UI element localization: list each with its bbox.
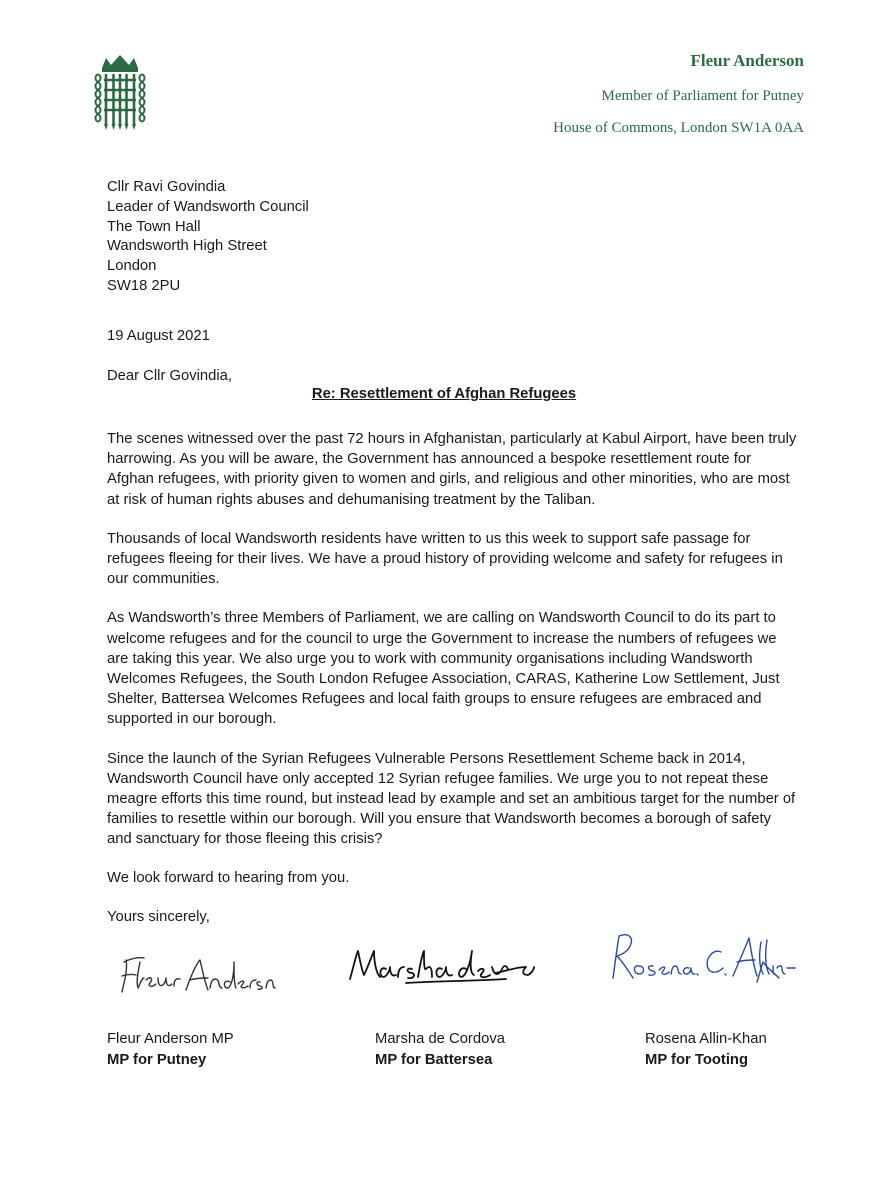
body-paragraph: Since the launch of the Syrian Refugees Vulnerable Persons Resettlement Scheme back in 2014, Wandsworth Council have only accepted 12 Syrian refugee families. We urge you to not repeat these meagre efforts this time round, but instead lead by example and set an ambitious target for the number of families to resettle within our borough. Will you ensure that Wandsworth becomes a borough of safety and sanctuary for those fleeing this crisis?: [107, 750, 796, 848]
mp-constituency: Member of Parliament for Putney: [601, 88, 804, 104]
signer-block: [107, 1029, 234, 1071]
address-line: Cllr Ravi Govindia: [107, 179, 226, 195]
body-paragraph: As Wandsworth’s three Members of Parliament, we are calling on Wandsworth Council to do its part to welcome refugees and for the council to urge the Government to increase the numbers of refugees we are taking this year. We also urge you to work with community organisations including Wandsworth Welcomes Refugees, the South London Refugee Association, CARAS, Katherine Low Settlement, Just Shelter, Battersea Welcomes Refugees and local faith groups to ensure refugees are embraced and supported in our borough.: [107, 610, 780, 728]
signer-name: Rosena Allin-Khan: [645, 1031, 767, 1047]
signature-marsha-de-cordova: [346, 945, 536, 985]
signer-role: MP for Tooting: [645, 1052, 749, 1068]
letter-date: 19 August 2021: [107, 328, 210, 344]
mp-name: Fleur Anderson: [690, 51, 804, 70]
signature-fleur-anderson: [116, 948, 276, 998]
address-line: SW18 2PU: [107, 277, 181, 294]
address-line: London: [107, 258, 157, 275]
body-paragraph: The scenes witnessed over the past 72 hours in Afghanistan, particularly at Kabul Airport, have been truly harrowing. As you will be aware, the Government has announced a bespoke resettlement route for Afghan refugees, with priority given to women and girls, and religious and other minorities, who are most at risk of human rights abuses and dehumanising treatment by the Taliban.: [107, 431, 797, 508]
signer-name: Marsha de Cordova: [375, 1031, 505, 1047]
letter-body: [107, 429, 797, 869]
letterhead: [553, 50, 804, 150]
signer-block: [375, 1029, 505, 1071]
portcullis-icon: [94, 54, 146, 132]
address-line: Wandsworth High Street: [107, 238, 267, 255]
body-paragraph: Thousands of local Wandsworth residents have written to us this week to support safe passage for refugees fleeing for their lives. We have a proud history of providing welcome and safety for refugees in our communities.: [107, 530, 783, 588]
closing-line: We look forward to hearing from you.: [107, 870, 350, 886]
signer-role: MP for Battersea: [375, 1052, 493, 1068]
salutation: Dear Cllr Govindia,: [107, 368, 232, 384]
subject-line: Re: Resettlement of Afghan Refugees: [311, 386, 577, 402]
recipient-address: [107, 178, 309, 297]
address-line: The Town Hall: [107, 218, 201, 235]
mp-address: House of Commons, London SW1A 0AA: [553, 120, 804, 136]
signer-block: [645, 1029, 767, 1071]
signer-name: Fleur Anderson MP: [107, 1031, 234, 1047]
signer-role: MP for Putney: [107, 1052, 207, 1068]
signoff: Yours sincerely,: [107, 909, 210, 925]
address-line: Leader of Wandsworth Council: [107, 198, 309, 215]
signature-rosena-allin-khan: [603, 928, 803, 990]
